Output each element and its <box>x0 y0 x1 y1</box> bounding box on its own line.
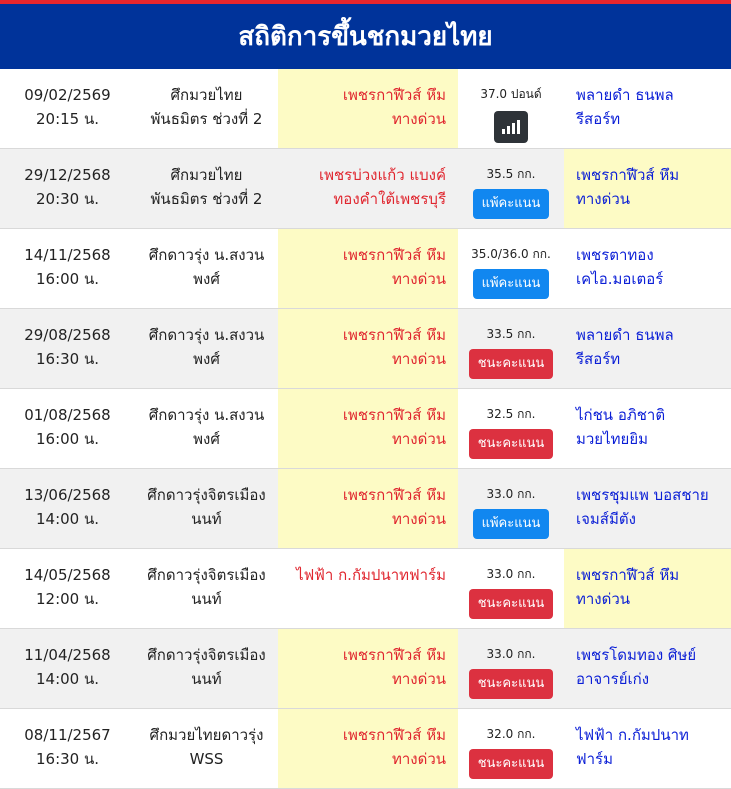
fight-datetime <box>0 709 135 788</box>
red-fighter-line1: เพชรกาฬีวส์ หึม <box>342 246 446 264</box>
fight-datetime <box>0 149 135 228</box>
event-name <box>135 229 278 308</box>
fight-datetime <box>0 629 135 708</box>
fight-time: 16:30 น. <box>35 750 100 768</box>
weight-class: 33.0 กก. <box>486 487 536 501</box>
blue-fighter-line1: เพชรกาฬีวส์ หึม <box>576 566 680 584</box>
event-name-line1: ศึกมวยไทย <box>170 166 243 184</box>
blue-fighter-line2: ทางด่วน <box>576 590 631 608</box>
event-name <box>135 309 278 388</box>
result-badge[interactable]: แพ้คะแนน <box>473 189 549 219</box>
blue-corner-fighter[interactable] <box>564 709 731 788</box>
weight-class: 33.0 กก. <box>486 567 536 581</box>
fight-result <box>458 309 564 388</box>
blue-fighter-line2: ฟาร์ม <box>576 750 613 768</box>
fight-datetime <box>0 549 135 628</box>
red-fighter-line2: ทางด่วน <box>391 430 446 448</box>
weight-class: 35.5 กก. <box>486 167 536 181</box>
red-corner-fighter[interactable] <box>278 229 458 308</box>
fight-datetime <box>0 229 135 308</box>
blue-corner-fighter[interactable] <box>564 629 731 708</box>
event-name-line2: นนท์ <box>191 590 222 608</box>
fight-result <box>458 629 564 708</box>
fight-date: 14/05/2568 <box>24 566 111 584</box>
event-name <box>135 709 278 788</box>
blue-fighter-line1: เพชรกาฬีวส์ หึม <box>576 166 680 184</box>
red-corner-fighter[interactable] <box>278 709 458 788</box>
blue-fighter-line2: เจมส์มีตัง <box>576 510 636 528</box>
fight-result <box>458 469 564 548</box>
bar-chart-icon-bar <box>512 123 515 134</box>
blue-fighter-line1: ไฟฟ้า ก.กัมปนาท <box>576 726 689 744</box>
red-corner-fighter[interactable] <box>278 549 458 628</box>
fight-time: 14:00 น. <box>35 510 100 528</box>
event-name-line2: นนท์ <box>191 510 222 528</box>
result-badge[interactable]: แพ้คะแนน <box>473 509 549 539</box>
event-name-line2: พันธมิตร ช่วงที่ 2 <box>150 190 263 208</box>
event-name <box>135 389 278 468</box>
fight-date: 08/11/2567 <box>24 726 111 744</box>
event-name <box>135 549 278 628</box>
red-fighter-line2: ทองคำใต้เพชรบุรี <box>333 190 446 208</box>
blue-fighter-line1: พลายดำ ธนพล <box>576 86 674 104</box>
event-name-line2: พันธมิตร ช่วงที่ 2 <box>150 110 263 128</box>
event-name-line1: ศึกดาวรุ่ง น.สงวน <box>148 406 265 424</box>
blue-corner-fighter[interactable] <box>564 149 731 228</box>
red-fighter-line2: ทางด่วน <box>391 510 446 528</box>
fight-date: 13/06/2568 <box>24 486 111 504</box>
blue-fighter-line2: รีสอร์ท <box>576 110 621 128</box>
fight-result <box>458 69 564 148</box>
blue-fighter-line2: เคไอ.มอเตอร์ <box>576 270 664 288</box>
fight-datetime <box>0 389 135 468</box>
bar-chart-icon-bar <box>502 129 505 134</box>
fight-result <box>458 389 564 468</box>
stats-chart-icon[interactable] <box>494 111 528 143</box>
red-fighter-line1: เพชรกาฬีวส์ หึม <box>342 86 446 104</box>
red-fighter-line1: ไฟฟ้า ก.กัมปนาทฟาร์ม <box>296 566 446 584</box>
fight-result <box>458 549 564 628</box>
fight-row <box>0 309 731 389</box>
blue-corner-fighter[interactable] <box>564 229 731 308</box>
fight-time: 12:00 น. <box>35 590 100 608</box>
fight-result <box>458 709 564 788</box>
result-badge[interactable]: แพ้คะแนน <box>473 269 549 299</box>
fight-time: 20:15 น. <box>35 110 100 128</box>
blue-fighter-line1: เพชรโดมทอง ศิษย์ <box>576 646 697 664</box>
blue-corner-fighter[interactable] <box>564 549 731 628</box>
red-fighter-line2: ทางด่วน <box>391 750 446 768</box>
blue-fighter-line1: พลายดำ ธนพล <box>576 326 674 344</box>
weight-class: 37.0 ปอนด์ <box>480 87 542 101</box>
blue-fighter-line2: อาจารย์เก่ง <box>576 670 650 688</box>
red-corner-fighter[interactable] <box>278 469 458 548</box>
red-corner-fighter[interactable] <box>278 149 458 228</box>
red-fighter-line2: ทางด่วน <box>391 670 446 688</box>
fight-history-table <box>0 69 731 789</box>
red-corner-fighter[interactable] <box>278 309 458 388</box>
event-name <box>135 469 278 548</box>
event-name-line1: ศึกมวยไทย <box>170 86 243 104</box>
weight-class: 33.5 กก. <box>486 327 536 341</box>
event-name-line1: ศึกมวยไทยดาวรุ่ง <box>149 726 264 744</box>
red-fighter-line1: เพชรกาฬีวส์ หึม <box>342 646 446 664</box>
event-name-line1: ศึกดาวรุ่งจิตรเมือง <box>147 486 266 504</box>
blue-fighter-line2: รีสอร์ท <box>576 350 621 368</box>
fight-time: 16:30 น. <box>35 350 100 368</box>
event-name-line2: นนท์ <box>191 670 222 688</box>
fight-result <box>458 229 564 308</box>
weight-class: 35.0/36.0 กก. <box>471 247 551 261</box>
blue-fighter-line1: เพชรตาทอง <box>576 246 654 264</box>
page-title: สถิติการขึ้นชกมวยไทย <box>238 22 493 52</box>
result-badge[interactable]: ชนะคะแนน <box>469 669 553 699</box>
fight-row <box>0 149 731 229</box>
red-corner-fighter[interactable] <box>278 389 458 468</box>
blue-corner-fighter[interactable] <box>564 469 731 548</box>
fight-time: 16:00 น. <box>35 430 100 448</box>
fight-row <box>0 629 731 709</box>
event-name-line1: ศึกดาวรุ่งจิตรเมือง <box>147 566 266 584</box>
bar-chart-icon <box>502 120 520 134</box>
fight-row <box>0 709 731 789</box>
fight-row <box>0 389 731 469</box>
blue-fighter-line2: มวยไทยยิม <box>576 430 648 448</box>
blue-fighter-line2: ทางด่วน <box>576 190 631 208</box>
fight-date: 14/11/2568 <box>24 246 111 264</box>
result-badge[interactable]: ชนะคะแนน <box>469 749 553 779</box>
event-name-line1: ศึกดาวรุ่งจิตรเมือง <box>147 646 266 664</box>
event-name <box>135 69 278 148</box>
event-name <box>135 629 278 708</box>
blue-corner-fighter[interactable] <box>564 69 731 148</box>
red-fighter-line1: เพชรบ่วงแก้ว แบงค์ <box>318 166 446 184</box>
weight-class: 33.0 กก. <box>486 647 536 661</box>
fight-time: 16:00 น. <box>35 270 100 288</box>
weight-class: 32.5 กก. <box>486 407 536 421</box>
red-fighter-line2: ทางด่วน <box>391 110 446 128</box>
result-badge[interactable]: ชนะคะแนน <box>469 429 553 459</box>
blue-fighter-line1: เพชรชุมแพ บอสชาย <box>576 486 709 504</box>
red-corner-fighter[interactable] <box>278 69 458 148</box>
fight-date: 11/04/2568 <box>24 646 111 664</box>
fight-row <box>0 69 731 149</box>
blue-fighter-line1: ไก่ชน อภิชาติ <box>576 406 666 424</box>
event-name-line2: พงศ์ <box>193 430 220 448</box>
fight-row <box>0 469 731 549</box>
fight-date: 09/02/2569 <box>24 86 111 104</box>
result-badge[interactable]: ชนะคะแนน <box>469 349 553 379</box>
fight-result <box>458 149 564 228</box>
page-header <box>0 4 731 69</box>
bar-chart-icon-bar <box>507 126 510 134</box>
event-name-line2: WSS <box>189 750 224 768</box>
fight-row <box>0 229 731 309</box>
event-name-line2: พงศ์ <box>193 350 220 368</box>
red-fighter-line2: ทางด่วน <box>391 350 446 368</box>
fight-datetime <box>0 309 135 388</box>
fight-time: 20:30 น. <box>35 190 100 208</box>
event-name-line1: ศึกดาวรุ่ง น.สงวน <box>148 326 265 344</box>
event-name <box>135 149 278 228</box>
result-badge[interactable]: ชนะคะแนน <box>469 589 553 619</box>
fight-row <box>0 549 731 629</box>
red-fighter-line1: เพชรกาฬีวส์ หึม <box>342 726 446 744</box>
fight-time: 14:00 น. <box>35 670 100 688</box>
blue-corner-fighter[interactable] <box>564 389 731 468</box>
red-fighter-line2: ทางด่วน <box>391 270 446 288</box>
fight-date: 29/08/2568 <box>24 326 111 344</box>
fight-date: 29/12/2568 <box>24 166 111 184</box>
fight-datetime <box>0 469 135 548</box>
red-corner-fighter[interactable] <box>278 629 458 708</box>
fight-datetime <box>0 69 135 148</box>
fight-date: 01/08/2568 <box>24 406 111 424</box>
event-name-line1: ศึกดาวรุ่ง น.สงวน <box>148 246 265 264</box>
bar-chart-icon-bar <box>517 120 520 134</box>
red-fighter-line1: เพชรกาฬีวส์ หึม <box>342 486 446 504</box>
red-fighter-line1: เพชรกาฬีวส์ หึม <box>342 326 446 344</box>
weight-class: 32.0 กก. <box>486 727 536 741</box>
event-name-line2: พงศ์ <box>193 270 220 288</box>
red-fighter-line1: เพชรกาฬีวส์ หึม <box>342 406 446 424</box>
blue-corner-fighter[interactable] <box>564 309 731 388</box>
